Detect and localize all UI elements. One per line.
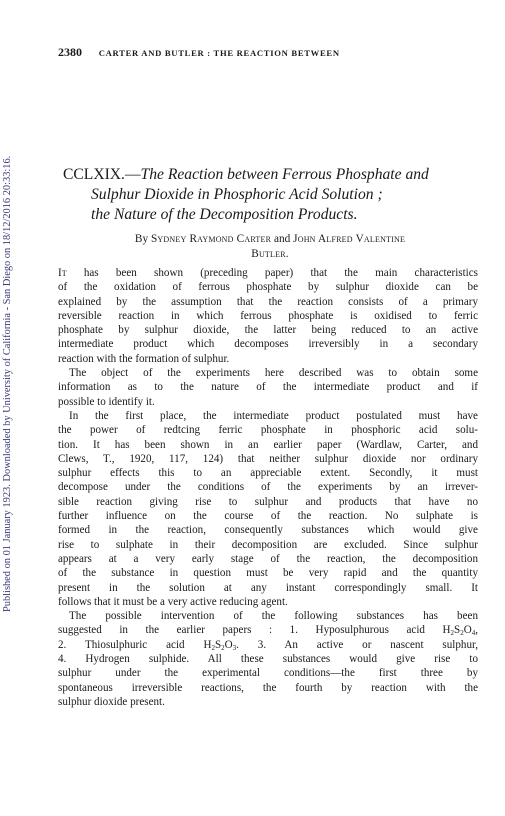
body-line: sulphur effects this to an appreciable extent. Secondly, it must: [58, 467, 478, 480]
formula-text: S: [214, 638, 222, 651]
body-line: explained by the assumption that the reaction consists of a primary: [58, 295, 478, 308]
download-notice-text: Published on 01 January 1923. Downloaded by University of California - San Diego on 18/12/2016 20:33:16.: [2, 155, 13, 612]
body-line-formula-2: [58, 638, 478, 652]
formula-text: ,: [475, 624, 478, 637]
title-text-1: The Reaction between Ferrous Phosphate and: [140, 166, 429, 183]
body-line: information as to the nature of the intermediate product and if: [58, 381, 478, 394]
body-line: The possible intervention of the following substances has been: [69, 610, 478, 623]
body-line: formed in the reaction, consequently substances which would give: [58, 524, 478, 537]
subscript: 2: [221, 643, 225, 652]
paragraph-4: [58, 609, 478, 709]
body-line: phosphate by sulphur dioxide, the latter being reduced to an active: [58, 324, 478, 337]
body-line: tion. It has been shown in an earlier paper (Wardlaw, Carter, and: [58, 438, 478, 451]
title-line-1: [63, 165, 483, 185]
subscript: 2: [211, 643, 215, 652]
body-line: further influence on the course of the reaction. No sulphate is: [58, 510, 478, 523]
body-line: intermediate product which decomposes irreversibly in a secondary: [58, 338, 478, 351]
running-head: [58, 45, 478, 60]
byline: [60, 232, 480, 262]
body-line-formula-1: [58, 623, 478, 637]
formula-text: O: [463, 624, 472, 637]
body-line: of the substance in question must be very rapid and the quantity: [58, 567, 478, 580]
title-line-3: [63, 205, 483, 225]
subscript: 2: [460, 629, 464, 638]
formula-text: O: [224, 638, 233, 651]
byline-line-2: [60, 247, 480, 262]
formula-text: 2. Thiosulphuric acid H: [58, 638, 212, 651]
byline-line-1: [60, 232, 480, 247]
byline-by: By: [134, 233, 151, 245]
subscript: 4: [471, 629, 476, 638]
body-line: sulphur dioxide present.: [58, 695, 165, 708]
body-line-text: has been shown (preceding paper) that the main characteristics: [66, 267, 478, 279]
author-carter: Sydney Raymond Carter: [150, 233, 272, 245]
formula-text: . 3. An active or nascent sulphur,: [236, 638, 479, 651]
body-line: The object of the experiments here described was to obtain some: [69, 367, 478, 380]
running-head-title: CARTER AND BUTLER : THE REACTION BETWEEN: [98, 48, 340, 58]
body-line: the power of redtcing ferric phosphate in phosphoric acid solu-: [58, 424, 478, 437]
subscript: 3: [232, 643, 237, 652]
body-line: reversible reaction in which ferrous phosphate is oxidised to ferric: [58, 309, 478, 322]
article-body: [58, 266, 478, 709]
body-line: [58, 266, 478, 280]
body-line: In the first place, the intermediate product postulated must have: [69, 409, 478, 422]
paragraph-1: [58, 266, 478, 366]
article-title: [63, 165, 483, 225]
author-butler-last: Butler.: [251, 248, 289, 260]
article-number: CCLXIX.—: [63, 166, 141, 183]
body-line: appears at a very early stage of the reaction, the decomposition: [58, 552, 478, 565]
body-line: spontaneous irreversible reactions, the fourth by reaction with the: [58, 681, 478, 694]
title-text-3: the Nature of the Decomposition Products.: [91, 206, 358, 223]
subscript: 2: [450, 629, 455, 638]
body-line: sulphur under the experimental conditions—the first three by: [58, 667, 478, 680]
lead-word: It: [58, 267, 67, 279]
body-line: sible reaction giving rise to sulphur and products that have no: [58, 495, 478, 508]
body-line: decompose under the conditions of the experiments by an irrever-: [58, 481, 478, 494]
paragraph-2: [58, 366, 478, 409]
byline-and: and: [271, 233, 294, 245]
body-line: 4. Hydrogen sulphide. All these substances would give rise to: [58, 653, 478, 666]
body-line: present in the solution at any instant correspondingly small. It: [58, 581, 478, 594]
body-line: reaction with the formation of sulphur.: [58, 352, 230, 365]
body-line: of the oxidation of ferrous phosphate by sulphur dioxide can be: [58, 281, 478, 294]
body-line: possible to identify it.: [58, 395, 155, 408]
title-text-2: Sulphur Dioxide in Phosphoric Acid Solution ;: [91, 186, 383, 203]
formula-text: S: [454, 624, 461, 637]
title-line-2: [63, 185, 483, 205]
download-notice: [1, 12, 15, 612]
paragraph-3: [58, 409, 478, 609]
author-butler-first: John Alfred Valentine: [293, 233, 406, 245]
body-line: follows that it must be a very active reducing agent.: [58, 595, 288, 608]
formula-text: suggested in the earlier papers : 1. Hyposulphurous acid H: [58, 624, 451, 637]
body-line: rise to sulphate in their decomposition are excluded. Since sulphur: [58, 538, 478, 551]
body-line: Clews, T., 1920, 117, 124) that neither sulphur dioxide nor ordinary: [58, 452, 478, 465]
page-number: 2380: [58, 45, 82, 59]
